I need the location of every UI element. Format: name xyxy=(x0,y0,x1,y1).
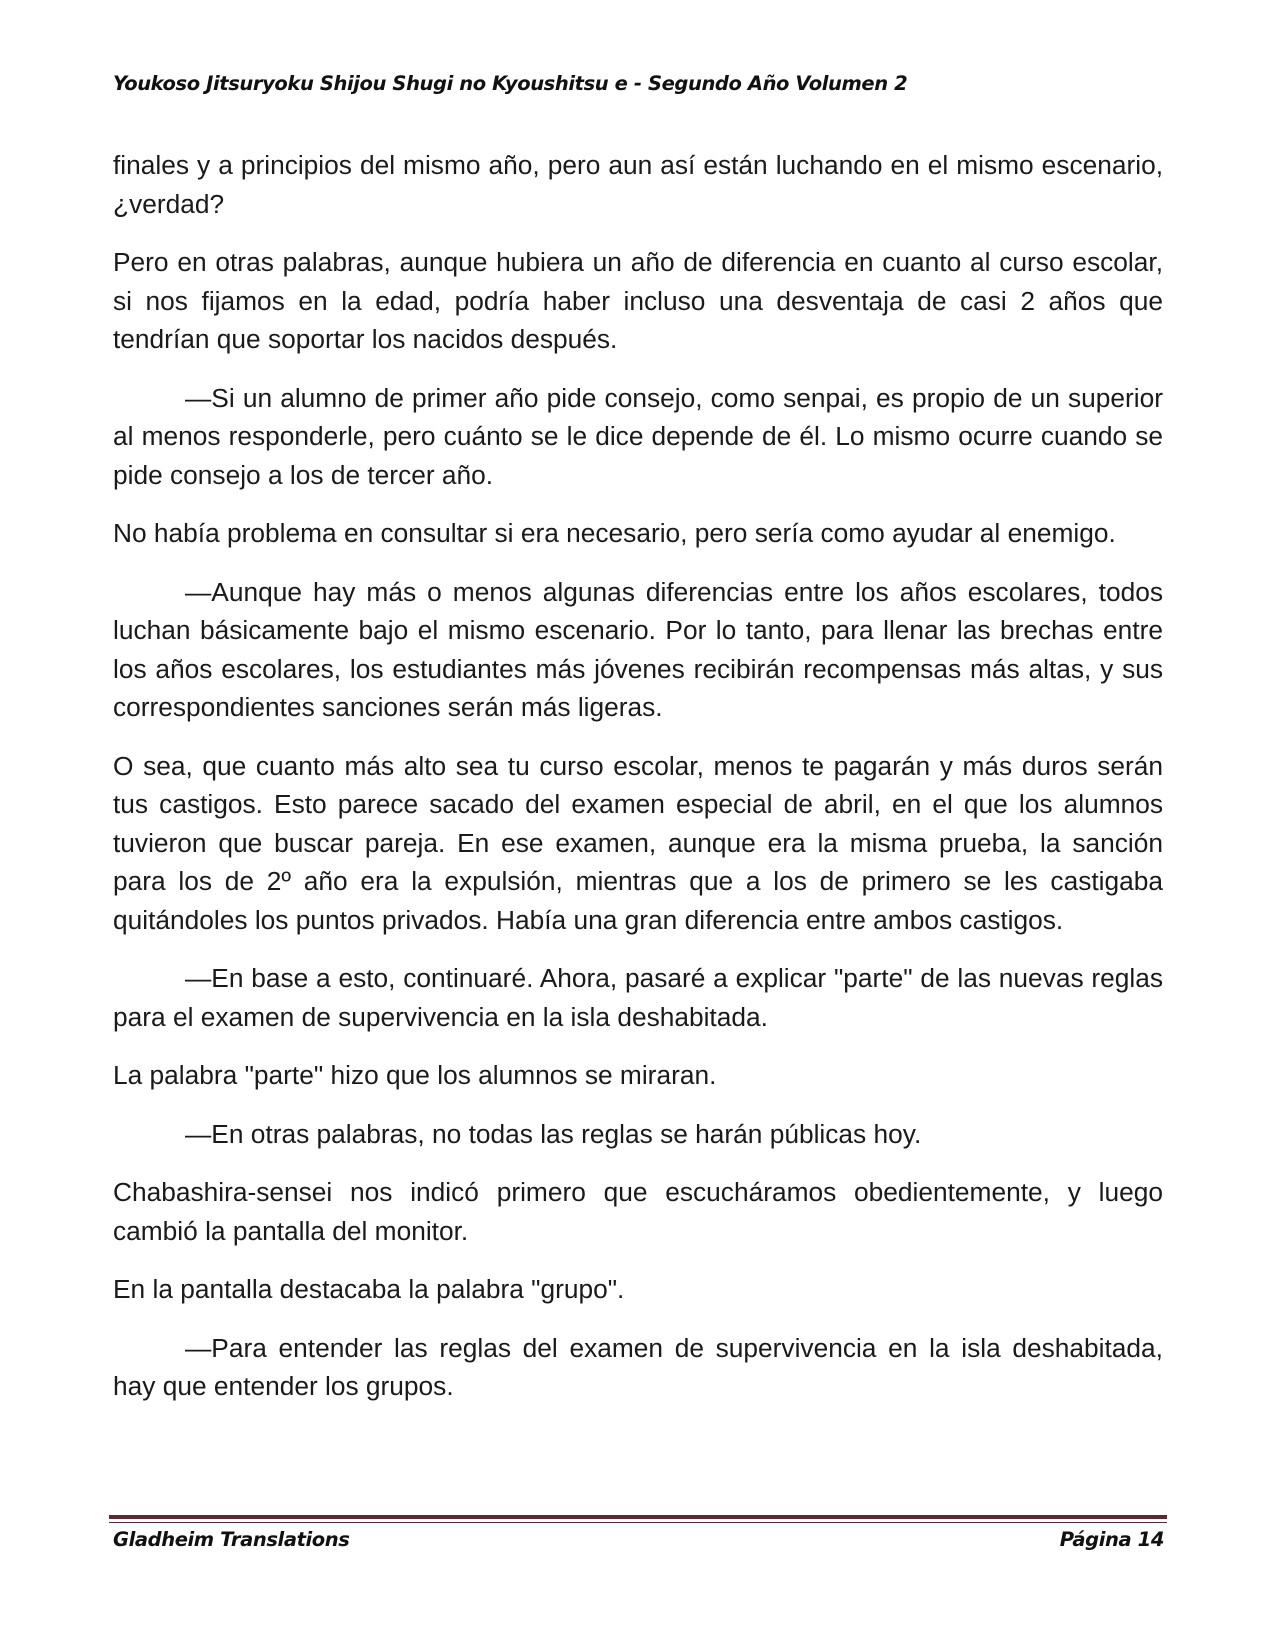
paragraph: Pero en otras palabras, aunque hubiera un año de diferencia en cuanto al curso escolar, si nos fijamos en la edad, podría haber incluso una desventaja de casi 2 años que tendrían que soportar los nacidos después. xyxy=(113,247,1163,354)
paragraph: O sea, que cuanto más alto sea tu curso escolar, menos te pagarán y más duros serán tus castigos. Esto parece sacado del examen especial de abril, en el que los alumnos tuvieron que buscar pareja. En ese examen, aunque era la misma prueba, la sanción para los de 2º año era la expulsión, mientras que a los de primero se les castigaba quitándoles los puntos privados. Había una gran diferencia entre ambos castigos. xyxy=(113,750,1163,935)
dialog-paragraph: —Aunque hay más o menos algunas diferencias entre los años escolares, todos luchan básicamente bajo el mismo escenario. Por lo tanto, para llenar las brechas entre los años escolares, los estudiantes más jóvenes recibirán recompensas más altas, y sus correspondientes sanciones serán más ligeras. xyxy=(113,576,1163,722)
paragraph: finales y a principios del mismo año, pero aun así están luchando en el mismo escenario, ¿verdad? xyxy=(113,150,1163,219)
paragraph: En la pantalla destacaba la palabra "grupo". xyxy=(113,1274,625,1304)
body-text xyxy=(113,146,1163,1426)
footer-divider-thin xyxy=(109,1522,1167,1523)
dialog-paragraph: —Para entender las reglas del examen de supervivencia en la isla deshabitada, hay que entender los grupos. xyxy=(113,1332,1163,1401)
footer-divider-thick xyxy=(109,1515,1167,1519)
footer-page-number: Página 14 xyxy=(1059,1528,1164,1551)
footer-translator-credit: Gladheim Translations xyxy=(113,1528,350,1551)
paragraph: La palabra "parte" hizo que los alumnos se miraran. xyxy=(113,1060,717,1090)
dialog-paragraph: —En otras palabras, no todas las reglas se harán públicas hoy. xyxy=(185,1118,922,1149)
dialog-paragraph: —En base a esto, continuaré. Ahora, pasaré a explicar "parte" de las nuevas reglas para el examen de supervivencia en la isla deshabitada. xyxy=(113,963,1163,1032)
page-header-title: Youkoso Jitsuryoku Shijou Shugi no Kyoushitsu e - Segundo Año Volumen 2 xyxy=(113,72,908,95)
dialog-paragraph: —Si un alumno de primer año pide consejo, como senpai, es propio de un superior al menos responderle, pero cuánto se le dice depende de él. Lo mismo ocurre cuando se pide consejo a los de tercer año. xyxy=(113,382,1163,490)
paragraph: No había problema en consultar si era necesario, pero sería como ayudar al enemigo. xyxy=(113,518,1116,548)
paragraph: Chabashira-sensei nos indicó primero que escucháramos obedientemente, y luego cambió la pantalla del monitor. xyxy=(113,1177,1163,1246)
